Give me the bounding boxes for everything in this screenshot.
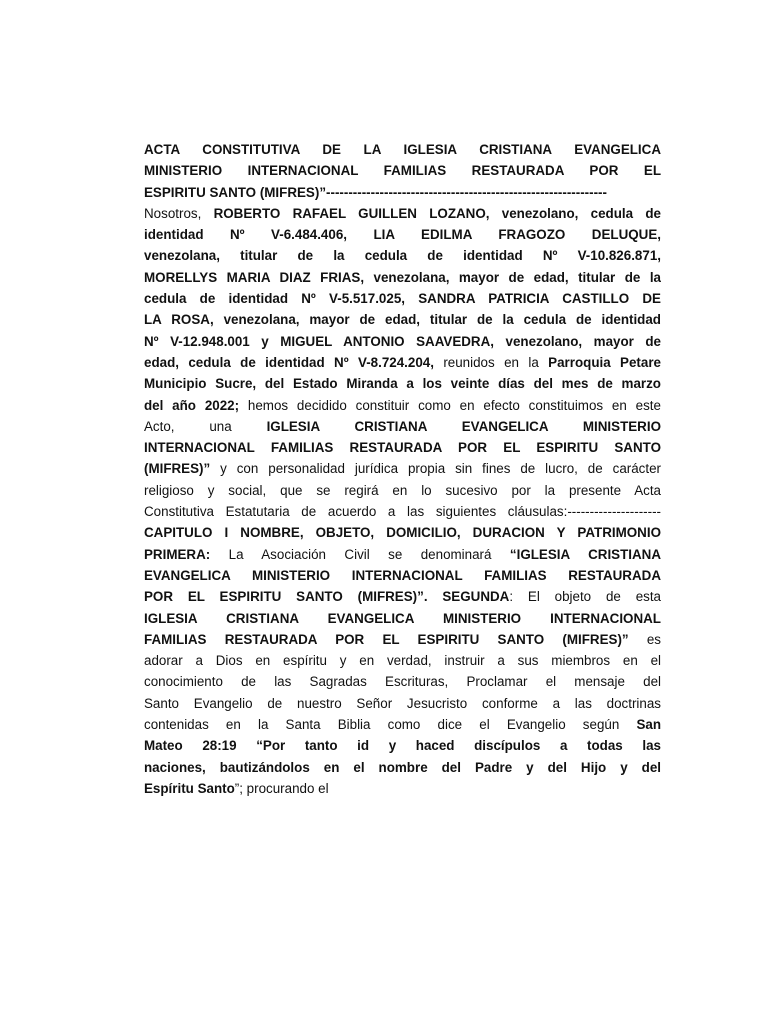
text-line xyxy=(144,395,661,416)
text-line xyxy=(144,714,661,735)
text-line xyxy=(144,373,661,394)
text-line xyxy=(144,778,661,799)
text-line xyxy=(144,245,661,266)
text-segment: contenidas en la Santa Biblia como dice el Evangelio según xyxy=(144,717,637,733)
text-line xyxy=(144,182,661,203)
bold-text-segment: CAPITULO I NOMBRE, OBJETO, DOMICILIO, DURACION Y PATRIMONIO xyxy=(144,525,661,541)
text-line xyxy=(144,480,661,501)
bold-text-segment: (MIFRES)” xyxy=(144,461,221,477)
bold-text-segment: cedula de identidad Nº V-5.517.025, SANDRA PATRICIA CASTILLO DE xyxy=(144,291,661,307)
text-segment: ”; procurando el xyxy=(234,780,329,796)
text-segment: hemos decidido constituir como en efecto constituimos en este xyxy=(247,397,661,413)
text-line xyxy=(144,735,661,756)
bold-text-segment: ROBERTO RAFAEL GUILLEN LOZANO, venezolano, cedula de xyxy=(213,205,661,221)
text-line xyxy=(144,352,661,373)
bold-text-segment: INTERNACIONAL FAMILIAS RESTAURADA POR EL ESPIRITU SANTO xyxy=(144,440,661,456)
text-line xyxy=(144,458,661,479)
bold-text-segment: EVANGELICA MINISTERIO INTERNACIONAL FAMILIAS RESTAURADA xyxy=(144,567,661,583)
text-segment: reunidos en la xyxy=(443,354,549,370)
bold-text-segment: LA ROSA, venezolana, mayor de edad, titular de la cedula de identidad xyxy=(144,312,661,328)
text-segment: Santo Evangelio de nuestro Señor Jesucristo conforme a las doctrinas xyxy=(144,695,661,711)
text-line xyxy=(144,288,661,309)
text-line xyxy=(144,267,661,288)
text-line xyxy=(144,416,661,437)
text-segment: adorar a Dios en espíritu y en verdad, instruir a sus miembros en el xyxy=(144,653,661,669)
text-line xyxy=(144,757,661,778)
text-line xyxy=(144,671,661,692)
text-segment: y con personalidad jurídica propia sin fines de lucro, de carácter xyxy=(220,461,661,477)
text-line xyxy=(144,565,661,586)
bold-text-segment: San xyxy=(636,717,661,733)
bold-text-segment: ACTA CONSTITUTIVA DE LA IGLESIA CRISTIANA EVANGELICA xyxy=(144,142,661,157)
bold-text-segment: POR EL ESPIRITU SANTO (MIFRES)”. SEGUNDA xyxy=(144,589,510,605)
bold-text-segment: edad, cedula de identidad Nº V-8.724.204, xyxy=(144,354,444,370)
text-line xyxy=(144,139,661,160)
text-line xyxy=(144,331,661,352)
text-segment: es xyxy=(646,631,661,647)
document-body xyxy=(144,139,661,799)
bold-text-segment: del año 2022; xyxy=(144,397,248,413)
bold-text-segment: Parroquia Petare xyxy=(548,354,661,370)
bold-text-segment: Espíritu Santo xyxy=(144,780,235,796)
text-line xyxy=(144,309,661,330)
bold-text-segment: Mateo 28:19 “Por tanto id y haced discípulos a todas las xyxy=(144,738,661,754)
text-line xyxy=(144,160,661,181)
text-line xyxy=(144,203,661,224)
bold-text-segment: MINISTERIO INTERNACIONAL FAMILIAS RESTAURADA POR EL xyxy=(144,163,661,179)
text-line xyxy=(144,586,661,607)
bold-text-segment: FAMILIAS RESTAURADA POR EL ESPIRITU SANTO (MIFRES)” xyxy=(144,631,647,647)
bold-text-segment: IGLESIA CRISTIANA EVANGELICA MINISTERIO xyxy=(266,418,661,434)
bold-text-segment: naciones, bautizándolos en el nombre del Padre y del Hijo y del xyxy=(144,759,661,775)
bold-text-segment: MORELLYS MARIA DIAZ FRIAS, venezolana, mayor de edad, titular de la xyxy=(144,269,661,285)
text-segment: Acto, una xyxy=(144,418,267,434)
text-line xyxy=(144,693,661,714)
bold-text-segment: PRIMERA: xyxy=(144,546,229,562)
text-line xyxy=(144,522,661,543)
bold-text-segment: venezolana, titular de la cedula de identidad Nº V-10.826.871, xyxy=(144,248,661,264)
text-line xyxy=(144,437,661,458)
text-segment: La Asociación Civil se denominará xyxy=(228,546,510,562)
bold-text-segment: ESPIRITU SANTO (MIFRES)”--------------------------------------------------------------- xyxy=(144,184,607,200)
text-segment: : El objeto de esta xyxy=(509,589,661,605)
bold-text-segment: IGLESIA CRISTIANA EVANGELICA MINISTERIO INTERNACIONAL xyxy=(144,610,661,626)
bold-text-segment: “IGLESIA CRISTIANA xyxy=(509,546,661,562)
text-line xyxy=(144,629,661,650)
bold-text-segment: Municipio Sucre, del Estado Miranda a los veinte días del mes de marzo xyxy=(144,376,661,392)
text-line xyxy=(144,224,661,245)
text-segment: Constitutiva Estatutaria de acuerdo a las siguientes cláusulas:--------------------- xyxy=(144,504,661,520)
text-segment: conocimiento de las Sagradas Escrituras, Proclamar el mensaje del xyxy=(144,674,661,690)
text-line xyxy=(144,650,661,671)
text-line xyxy=(144,544,661,565)
bold-text-segment: Nº V-12.948.001 y MIGUEL ANTONIO SAAVEDRA, venezolano, mayor de xyxy=(144,333,661,349)
text-line xyxy=(144,608,661,629)
text-segment: religioso y social, que se regirá en lo sucesivo por la presente Acta xyxy=(144,482,661,498)
text-segment: Nosotros, xyxy=(144,205,214,221)
text-line xyxy=(144,501,661,522)
bold-text-segment: identidad Nº V-6.484.406, LIA EDILMA FRAGOZO DELUQUE, xyxy=(144,227,661,243)
